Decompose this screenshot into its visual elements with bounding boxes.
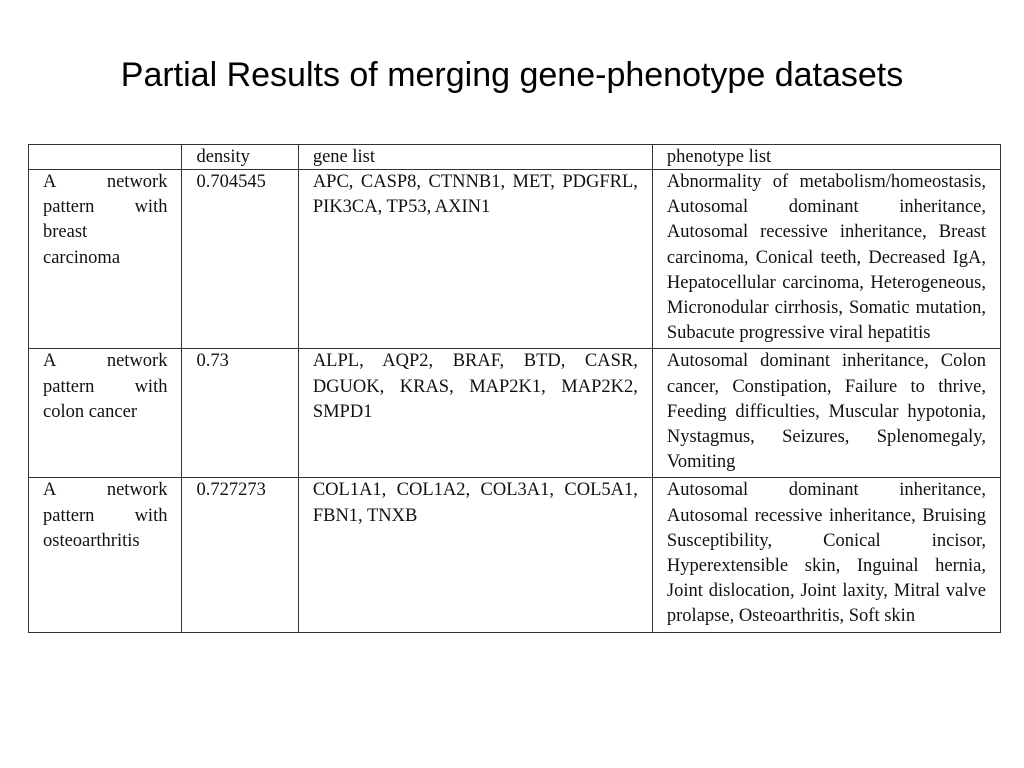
- gene-list: COL1A1, COL1A2, COL3A1, COL5A1, FBN1, TNXB: [298, 478, 652, 632]
- gene-list: APC, CASP8, CTNNB1, MET, PDGFRL, PIK3CA, TP53, AXIN1: [298, 170, 652, 349]
- phenotype-list: Autosomal dominant inheritance, Colon cancer, Constipation, Failure to thrive, Feeding difficulties, Muscular hypotonia, Nystagmus, Seizures, Splenomegaly, Vomiting: [652, 349, 1000, 478]
- density-value: 0.704545: [182, 170, 298, 349]
- slide-title: Partial Results of merging gene-phenotype datasets: [120, 56, 904, 94]
- gene-list: ALPL, AQP2, BRAF, BTD, CASR, DGUOK, KRAS, MAP2K1, MAP2K2, SMPD1: [298, 349, 652, 478]
- table-row: [29, 170, 1001, 349]
- density-value: 0.73: [182, 349, 298, 478]
- header-phenotype-list: phenotype list: [652, 145, 1000, 170]
- table-row: [29, 349, 1001, 478]
- table-header-row: [29, 145, 1001, 170]
- pattern-label: A network pattern with breast carcinoma: [29, 170, 182, 349]
- results-table: [28, 144, 1001, 633]
- header-density: density: [182, 145, 298, 170]
- phenotype-list: Abnormality of metabolism/homeostasis, Autosomal dominant inheritance, Autosomal recessive inheritance, Breast carcinoma, Conical teeth, Decreased IgA, Hepatocellular carcinoma, Heterogeneous, Micronodular cirrhosis, Somatic mutation, Subacute progressive viral hepatitis: [652, 170, 1000, 349]
- phenotype-list: Autosomal dominant inheritance, Autosomal recessive inheritance, Bruising Susceptibility, Conical incisor, Hyperextensible skin, Inguinal hernia, Joint dislocation, Joint laxity, Mitral valve prolapse, Osteoarthritis, Soft skin: [652, 478, 1000, 632]
- header-label-column: [29, 145, 182, 170]
- header-gene-list: gene list: [298, 145, 652, 170]
- pattern-label: A network pattern with osteoarthritis: [29, 478, 182, 632]
- table-row: [29, 478, 1001, 632]
- density-value: 0.727273: [182, 478, 298, 632]
- pattern-label: A network pattern with colon cancer: [29, 349, 182, 478]
